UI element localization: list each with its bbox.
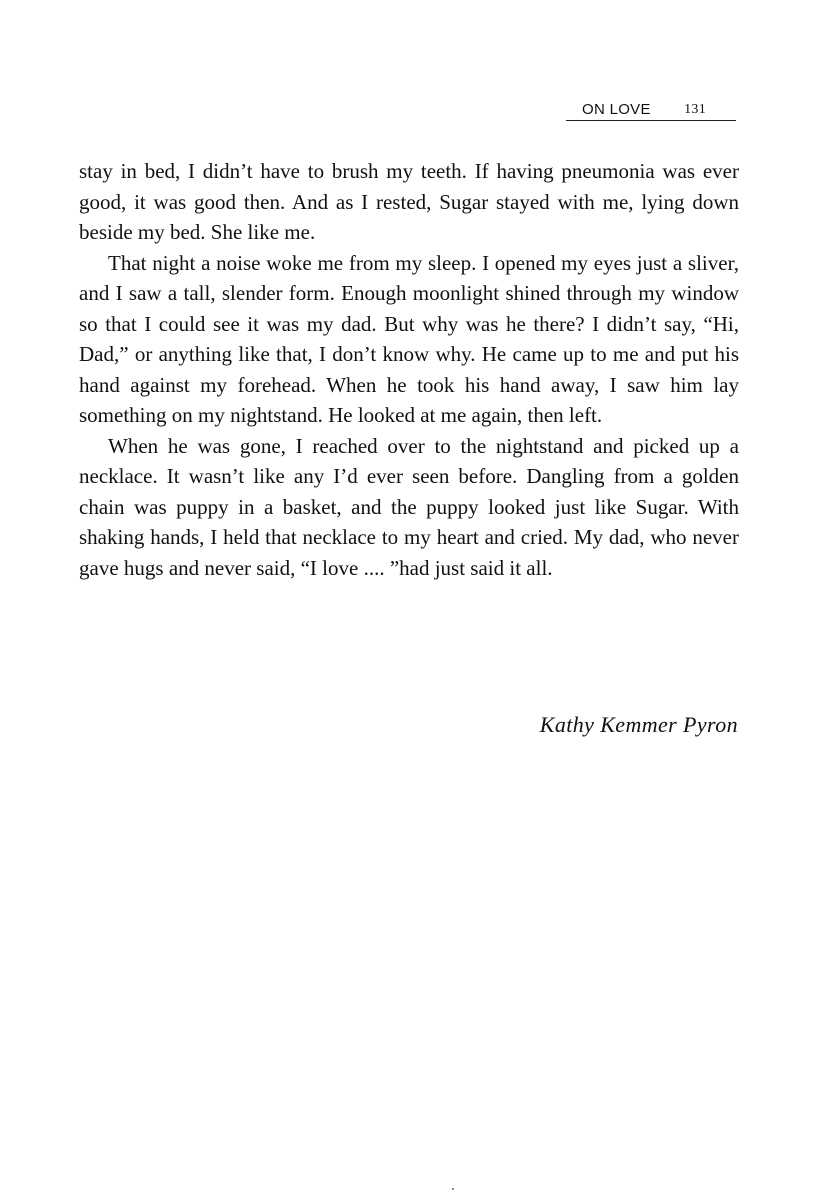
paragraph: That night a noise woke me from my sleep. I opened my eyes just a sliver, and I saw a tall, slender form. Enough moonlight shined through my window so that I could see it was my dad. But why was he there? I didn’t say, “Hi, Dad,” or anything like that, I don’t know why. He came up to me and put his hand against my forehead. When he took his hand away, I saw him lay something on my nightstand. He looked at me again, then left. — [79, 250, 739, 427]
page-number: 131 — [684, 102, 706, 117]
scan-speck — [452, 1188, 454, 1190]
running-head — [566, 100, 736, 121]
running-head-title: ON LOVE — [582, 101, 651, 118]
paragraph-continued: stay in bed, I didn’t have to brush my teeth. If having pneumonia was ever good, it was good then. And as I rested, Sugar stayed with me, lying down beside my bed. She like me. — [79, 159, 739, 244]
author-byline: Kathy Kemmer Pyron — [539, 712, 738, 737]
body-text — [79, 156, 739, 583]
paragraph: When he was gone, I reached over to the nightstand and picked up a necklace. It wasn’t like any I’d ever seen before. Dangling from a golden chain was puppy in a basket, and the puppy looked just like Sugar. With shaking hands, I held that necklace to my heart and cried. My dad, who never gave hugs and never said, “I love .... ”had just said it all. — [79, 433, 739, 580]
